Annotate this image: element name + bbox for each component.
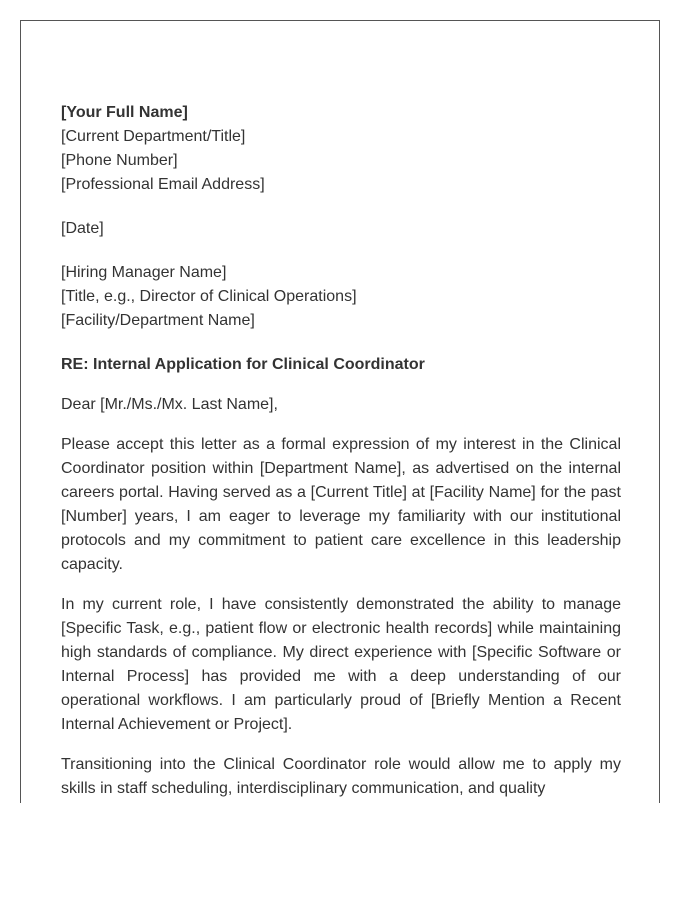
letter-page — [20, 20, 660, 803]
sender-phone: [Phone Number] — [61, 152, 178, 169]
recipient-facility: [Facility/Department Name] — [61, 312, 255, 329]
letter-body — [61, 101, 621, 803]
sender-name: [Your Full Name] — [61, 104, 188, 121]
recipient-name: [Hiring Manager Name] — [61, 264, 227, 281]
paragraph-1: Please accept this letter as a formal expression of my interest in the Clinical Coordinator position within [Department Name], as advertised on the internal careers portal. Having served as a [Current Title] at [Facility Name] for the past [Number] years, I am eager to leverage my familiarity with our institutional protocols and my commitment to patient care excellence in this leadership capacity. — [61, 436, 621, 573]
subject-line — [61, 353, 621, 377]
paragraph-2: In my current role, I have consistently demonstrated the ability to manage [Specific Task, e.g., patient flow or electronic health records] while maintaining high standards of compliance. My direct experience with [Specific Software or Internal Process] has provided me with a deep understanding of our operational workflows. I am particularly proud of [Briefly Mention a Recent Internal Achievement or Project]. — [61, 596, 621, 733]
recipient-title: [Title, e.g., Director of Clinical Operations] — [61, 288, 357, 305]
sender-department-title: [Current Department/Title] — [61, 128, 246, 145]
recipient-block — [61, 261, 621, 333]
date-text: [Date] — [61, 220, 104, 237]
salutation-text: Dear [Mr./Ms./Mx. Last Name], — [61, 396, 278, 413]
paragraph-3: Transitioning into the Clinical Coordinator role would allow me to apply my skills in staff scheduling, interdisciplinary communication, and quality — [61, 756, 621, 797]
sender-block — [61, 101, 621, 197]
letter-date — [61, 217, 621, 241]
salutation — [61, 393, 621, 417]
subject-text: RE: Internal Application for Clinical Coordinator — [61, 356, 425, 373]
sender-email: [Professional Email Address] — [61, 176, 265, 193]
